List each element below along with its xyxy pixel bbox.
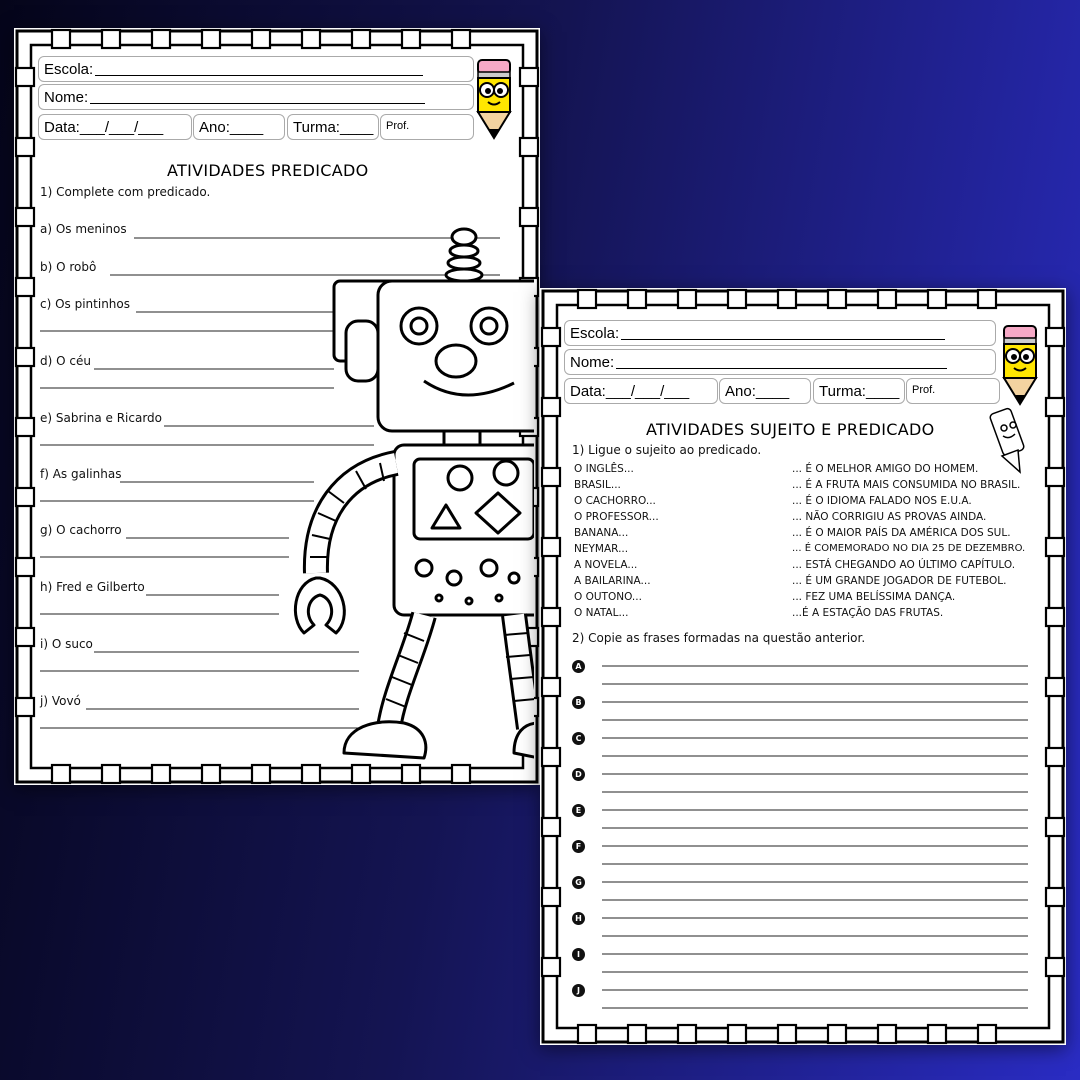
item-prefix-a: a) Os meninos — [40, 222, 127, 236]
subject-item: O INGLÊS... — [574, 463, 634, 475]
subject-item: O CACHORRO... — [574, 495, 656, 507]
predicate-item: ... É O MAIOR PAÍS DA AMÉRICA DOS SUL. — [792, 527, 1011, 539]
page-title: ATIVIDADES SUJEITO E PREDICADO — [646, 420, 935, 439]
date-label: Data:___/___/___ — [570, 382, 690, 400]
name-field[interactable] — [38, 84, 474, 110]
item-prefix-c: c) Os pintinhos — [40, 297, 131, 311]
teacher-label: Prof. — [912, 384, 936, 396]
letter-bullet-c: C — [572, 732, 585, 745]
letter-bullet-g: G — [572, 876, 585, 889]
subject-item: O NATAL... — [574, 607, 629, 619]
instruction-1: 1) Ligue o sujeito ao predicado. — [572, 443, 762, 457]
subject-item: BRASIL... — [574, 479, 621, 491]
letter-bullet-j: J — [572, 984, 585, 997]
predicate-item: ... FEZ UMA BELÍSSIMA DANÇA. — [792, 591, 956, 603]
subject-item: O OUTONO... — [574, 591, 642, 603]
letter-bullet-e: E — [572, 804, 585, 817]
letter-bullet-i: I — [572, 948, 585, 961]
item-prefix-e: e) Sabrina e Ricardo — [40, 411, 163, 425]
worksheet-sujeito-predicado — [540, 288, 1066, 1045]
name-label: Nome: — [44, 88, 89, 106]
instruction: 1) Complete com predicado. — [40, 185, 211, 199]
item-prefix-b: b) O robô — [40, 260, 97, 274]
letter-bullet-b: B — [572, 696, 585, 709]
pencil-mascot-icon — [474, 58, 514, 142]
school-label: Escola: — [570, 324, 620, 342]
class-field[interactable] — [287, 114, 379, 140]
name-field[interactable] — [564, 349, 996, 375]
teacher-field[interactable] — [906, 378, 1000, 404]
predicate-item: ... É UM GRANDE JOGADOR DE FUTEBOL. — [792, 575, 1007, 587]
item-prefix-f: f) As galinhas — [40, 467, 122, 481]
predicate-item: ... NÃO CORRIGIU AS PROVAS AINDA. — [792, 511, 987, 523]
page-title: ATIVIDADES PREDICADO — [167, 161, 369, 180]
school-field[interactable] — [564, 320, 996, 346]
predicate-item: ... ESTÁ CHEGANDO AO ÚLTIMO CAPÍTULO. — [792, 559, 1016, 571]
pencil-sketch-icon — [984, 406, 1034, 478]
pencil-mascot-icon — [1000, 324, 1040, 408]
letter-bullet-h: H — [572, 912, 585, 925]
date-field[interactable] — [564, 378, 718, 404]
class-field[interactable] — [813, 378, 905, 404]
predicate-item: ... É O MELHOR AMIGO DO HOMEM. — [792, 463, 979, 475]
subject-item: BANANA... — [574, 527, 629, 539]
name-label: Nome: — [570, 353, 615, 371]
predicate-item: ...É A ESTAÇÃO DAS FRUTAS. — [792, 607, 944, 619]
date-label: Data:___/___/___ — [44, 118, 164, 136]
year-field[interactable] — [719, 378, 811, 404]
letter-bullet-f: F — [572, 840, 585, 853]
subject-item: NEYMAR... — [574, 543, 629, 555]
letter-bullet-d: D — [572, 768, 585, 781]
letter-bullet-a: A — [572, 660, 585, 673]
class-label: Turma:____ — [819, 382, 900, 400]
item-prefix-d: d) O céu — [40, 354, 91, 368]
year-field[interactable] — [193, 114, 285, 140]
class-label: Turma:____ — [293, 118, 374, 136]
school-label: Escola: — [44, 60, 94, 78]
teacher-label: Prof. — [386, 120, 410, 132]
year-label: Ano:____ — [199, 118, 264, 136]
instruction-2: 2) Copie as frases formadas na questão anterior. — [572, 631, 866, 645]
item-prefix-i: i) O suco — [40, 637, 93, 651]
robot-illustration — [274, 223, 534, 768]
subject-item: A NOVELA... — [574, 559, 638, 571]
item-prefix-j: j) Vovó — [40, 694, 81, 708]
subject-item: O PROFESSOR... — [574, 511, 659, 523]
predicate-item: ... É COMEMORADO NO DIA 25 DE DEZEMBRO. — [792, 543, 1026, 554]
item-prefix-h: h) Fred e Gilberto — [40, 580, 145, 594]
teacher-field[interactable] — [380, 114, 474, 140]
year-label: Ano:____ — [725, 382, 790, 400]
worksheet-predicado — [14, 28, 540, 785]
subject-item: A BAILARINA... — [574, 575, 651, 587]
item-prefix-g: g) O cachorro — [40, 523, 122, 537]
predicate-item: ... É O IDIOMA FALADO NOS E.U.A. — [792, 495, 972, 507]
date-field[interactable] — [38, 114, 192, 140]
predicate-item: ... É A FRUTA MAIS CONSUMIDA NO BRASIL. — [792, 479, 1021, 491]
school-field[interactable] — [38, 56, 474, 82]
